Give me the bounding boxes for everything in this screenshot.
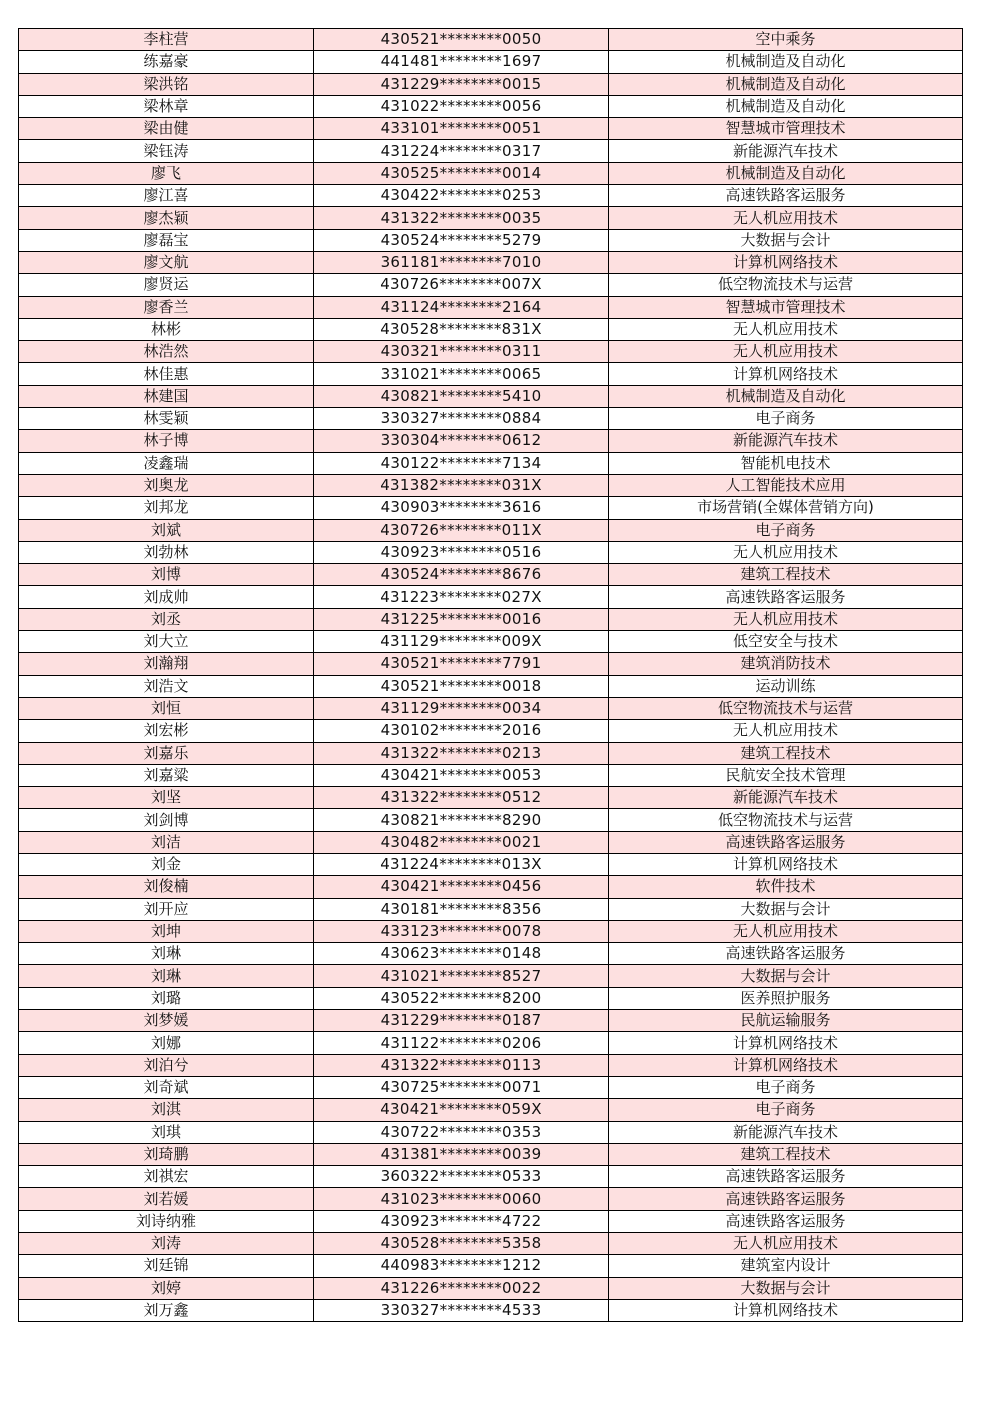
major-cell: 人工智能技术应用: [609, 474, 963, 496]
major-cell: 无人机应用技术: [609, 341, 963, 363]
name-cell: 刘坤: [19, 920, 314, 942]
table-row: [19, 1010, 963, 1032]
id-number-cell: 430521********7791: [314, 653, 609, 675]
id-number-cell: 430524********8676: [314, 564, 609, 586]
major-cell: 大数据与会计: [609, 965, 963, 987]
id-number-cell: 430421********0456: [314, 876, 609, 898]
name-cell: 林佳惠: [19, 363, 314, 385]
id-number-cell: 431022********0056: [314, 95, 609, 117]
name-cell: 梁钰涛: [19, 140, 314, 162]
major-cell: 低空物流技术与运营: [609, 697, 963, 719]
id-number-cell: 430528********5358: [314, 1233, 609, 1255]
major-cell: 民航安全技术管理: [609, 764, 963, 786]
table-row: [19, 207, 963, 229]
table-row: [19, 653, 963, 675]
id-number-cell: 431129********0034: [314, 697, 609, 719]
name-cell: 刘淇: [19, 1099, 314, 1121]
id-number-cell: 431226********0022: [314, 1277, 609, 1299]
table-row: [19, 452, 963, 474]
table-row: [19, 385, 963, 407]
name-cell: 刘瀚翔: [19, 653, 314, 675]
name-cell: 刘俊楠: [19, 876, 314, 898]
name-cell: 刘恒: [19, 697, 314, 719]
table-row: [19, 898, 963, 920]
name-cell: 刘剑博: [19, 809, 314, 831]
table-row: [19, 95, 963, 117]
id-number-cell: 430722********0353: [314, 1121, 609, 1143]
table-row: [19, 541, 963, 563]
table-row: [19, 1233, 963, 1255]
major-cell: 计算机网络技术: [609, 1054, 963, 1076]
id-number-cell: 431322********0113: [314, 1054, 609, 1076]
name-cell: 刘嘉粱: [19, 764, 314, 786]
major-cell: 无人机应用技术: [609, 608, 963, 630]
id-number-cell: 431023********0060: [314, 1188, 609, 1210]
name-cell: 刘浩文: [19, 675, 314, 697]
name-cell: 梁林章: [19, 95, 314, 117]
table-row: [19, 876, 963, 898]
id-number-cell: 361181********7010: [314, 251, 609, 273]
id-number-cell: 431229********0015: [314, 73, 609, 95]
table-row: [19, 675, 963, 697]
major-cell: 智慧城市管理技术: [609, 296, 963, 318]
major-cell: 机械制造及自动化: [609, 162, 963, 184]
major-cell: 无人机应用技术: [609, 541, 963, 563]
major-cell: 无人机应用技术: [609, 720, 963, 742]
major-cell: 建筑室内设计: [609, 1255, 963, 1277]
major-cell: 智慧城市管理技术: [609, 118, 963, 140]
name-cell: 刘金: [19, 853, 314, 875]
major-cell: 建筑工程技术: [609, 742, 963, 764]
major-cell: 运动训练: [609, 675, 963, 697]
id-number-cell: 331021********0065: [314, 363, 609, 385]
name-cell: 刘奥龙: [19, 474, 314, 496]
table-row: [19, 1210, 963, 1232]
id-number-cell: 430421********059X: [314, 1099, 609, 1121]
id-number-cell: 430623********0148: [314, 943, 609, 965]
table-row: [19, 318, 963, 340]
major-cell: 计算机网络技术: [609, 1032, 963, 1054]
table-row: [19, 697, 963, 719]
major-cell: 电子商务: [609, 519, 963, 541]
name-cell: 刘博: [19, 564, 314, 586]
name-cell: 林子博: [19, 430, 314, 452]
name-cell: 廖杰颖: [19, 207, 314, 229]
name-cell: 刘琳: [19, 965, 314, 987]
major-cell: 大数据与会计: [609, 229, 963, 251]
major-cell: 新能源汽车技术: [609, 430, 963, 452]
id-number-cell: 430903********3616: [314, 497, 609, 519]
table-body: [19, 29, 963, 1322]
id-number-cell: 430726********007X: [314, 274, 609, 296]
id-number-cell: 430821********5410: [314, 385, 609, 407]
table-row: [19, 140, 963, 162]
table-row: [19, 787, 963, 809]
name-cell: 刘大立: [19, 631, 314, 653]
id-number-cell: 440983********1212: [314, 1255, 609, 1277]
id-number-cell: 430102********2016: [314, 720, 609, 742]
table-row: [19, 1188, 963, 1210]
name-cell: 刘丞: [19, 608, 314, 630]
id-number-cell: 431382********031X: [314, 474, 609, 496]
id-number-cell: 430421********0053: [314, 764, 609, 786]
table-row: [19, 920, 963, 942]
name-cell: 刘斌: [19, 519, 314, 541]
name-cell: 刘成帅: [19, 586, 314, 608]
major-cell: 空中乘务: [609, 29, 963, 51]
major-cell: 建筑工程技术: [609, 1143, 963, 1165]
major-cell: 建筑工程技术: [609, 564, 963, 586]
table-row: [19, 586, 963, 608]
major-cell: 无人机应用技术: [609, 207, 963, 229]
major-cell: 新能源汽车技术: [609, 787, 963, 809]
name-cell: 刘奇斌: [19, 1076, 314, 1098]
major-cell: 低空物流技术与运营: [609, 274, 963, 296]
id-number-cell: 431021********8527: [314, 965, 609, 987]
major-cell: 新能源汽车技术: [609, 1121, 963, 1143]
name-cell: 廖贤运: [19, 274, 314, 296]
name-cell: 刘若媛: [19, 1188, 314, 1210]
major-cell: 计算机网络技术: [609, 363, 963, 385]
table-row: [19, 519, 963, 541]
table-row: [19, 29, 963, 51]
major-cell: 无人机应用技术: [609, 318, 963, 340]
table-row: [19, 987, 963, 1009]
id-number-cell: 430122********7134: [314, 452, 609, 474]
id-number-cell: 431322********0035: [314, 207, 609, 229]
table-row: [19, 831, 963, 853]
id-number-cell: 360322********0533: [314, 1166, 609, 1188]
major-cell: 电子商务: [609, 1076, 963, 1098]
name-cell: 廖文航: [19, 251, 314, 273]
id-number-cell: 431124********2164: [314, 296, 609, 318]
name-cell: 刘涛: [19, 1233, 314, 1255]
id-number-cell: 430422********0253: [314, 185, 609, 207]
table-row: [19, 51, 963, 73]
major-cell: 低空物流技术与运营: [609, 809, 963, 831]
name-cell: 刘洁: [19, 831, 314, 853]
name-cell: 练嘉豪: [19, 51, 314, 73]
id-number-cell: 433123********0078: [314, 920, 609, 942]
major-cell: 智能机电技术: [609, 452, 963, 474]
name-cell: 刘泊兮: [19, 1054, 314, 1076]
table-row: [19, 1054, 963, 1076]
name-cell: 刘祺宏: [19, 1166, 314, 1188]
major-cell: 计算机网络技术: [609, 251, 963, 273]
major-cell: 机械制造及自动化: [609, 73, 963, 95]
table-row: [19, 1032, 963, 1054]
name-cell: 刘嘉乐: [19, 742, 314, 764]
table-row: [19, 1076, 963, 1098]
id-number-cell: 430482********0021: [314, 831, 609, 853]
id-number-cell: 330304********0612: [314, 430, 609, 452]
table-row: [19, 943, 963, 965]
table-row: [19, 608, 963, 630]
major-cell: 电子商务: [609, 1099, 963, 1121]
id-number-cell: 430521********0050: [314, 29, 609, 51]
name-cell: 廖江喜: [19, 185, 314, 207]
table-row: [19, 1121, 963, 1143]
table-row: [19, 118, 963, 140]
major-cell: 计算机网络技术: [609, 853, 963, 875]
major-cell: 高速铁路客运服务: [609, 1166, 963, 1188]
name-cell: 刘娜: [19, 1032, 314, 1054]
id-number-cell: 430923********4722: [314, 1210, 609, 1232]
major-cell: 大数据与会计: [609, 898, 963, 920]
table-row: [19, 853, 963, 875]
id-number-cell: 431122********0206: [314, 1032, 609, 1054]
table-row: [19, 1255, 963, 1277]
name-cell: 凌鑫瑞: [19, 452, 314, 474]
major-cell: 高速铁路客运服务: [609, 1188, 963, 1210]
major-cell: 高速铁路客运服务: [609, 831, 963, 853]
major-cell: 市场营销(全媒体营销方向): [609, 497, 963, 519]
name-cell: 刘开应: [19, 898, 314, 920]
id-number-cell: 433101********0051: [314, 118, 609, 140]
id-number-cell: 431129********009X: [314, 631, 609, 653]
major-cell: 新能源汽车技术: [609, 140, 963, 162]
table-row: [19, 341, 963, 363]
table-row: [19, 564, 963, 586]
id-number-cell: 430181********8356: [314, 898, 609, 920]
table-row: [19, 162, 963, 184]
id-number-cell: 431322********0512: [314, 787, 609, 809]
major-cell: 无人机应用技术: [609, 1233, 963, 1255]
name-cell: 刘琦鹏: [19, 1143, 314, 1165]
table-row: [19, 720, 963, 742]
table-row: [19, 474, 963, 496]
major-cell: 医养照护服务: [609, 987, 963, 1009]
id-number-cell: 430524********5279: [314, 229, 609, 251]
id-number-cell: 330327********4533: [314, 1299, 609, 1321]
id-number-cell: 430321********0311: [314, 341, 609, 363]
name-cell: 廖香兰: [19, 296, 314, 318]
table-row: [19, 363, 963, 385]
table-row: [19, 631, 963, 653]
name-cell: 刘宏彬: [19, 720, 314, 742]
major-cell: 机械制造及自动化: [609, 95, 963, 117]
name-cell: 刘诗纳雅: [19, 1210, 314, 1232]
name-cell: 廖磊宝: [19, 229, 314, 251]
major-cell: 民航运输服务: [609, 1010, 963, 1032]
name-cell: 刘琪: [19, 1121, 314, 1143]
table-row: [19, 764, 963, 786]
major-cell: 大数据与会计: [609, 1277, 963, 1299]
major-cell: 无人机应用技术: [609, 920, 963, 942]
major-cell: 低空安全与技术: [609, 631, 963, 653]
major-cell: 建筑消防技术: [609, 653, 963, 675]
id-number-cell: 431224********0317: [314, 140, 609, 162]
table-row: [19, 1143, 963, 1165]
id-number-cell: 430725********0071: [314, 1076, 609, 1098]
table-row: [19, 296, 963, 318]
id-number-cell: 430522********8200: [314, 987, 609, 1009]
name-cell: 梁洪铭: [19, 73, 314, 95]
id-number-cell: 431229********0187: [314, 1010, 609, 1032]
name-cell: 梁由健: [19, 118, 314, 140]
major-cell: 机械制造及自动化: [609, 51, 963, 73]
id-number-cell: 441481********1697: [314, 51, 609, 73]
major-cell: 软件技术: [609, 876, 963, 898]
name-cell: 刘廷锦: [19, 1255, 314, 1277]
id-number-cell: 430528********831X: [314, 318, 609, 340]
table-row: [19, 497, 963, 519]
name-cell: 刘璐: [19, 987, 314, 1009]
name-cell: 刘坚: [19, 787, 314, 809]
table-row: [19, 73, 963, 95]
id-number-cell: 430923********0516: [314, 541, 609, 563]
id-number-cell: 431223********027X: [314, 586, 609, 608]
name-cell: 刘琳: [19, 943, 314, 965]
table-row: [19, 185, 963, 207]
id-number-cell: 430821********8290: [314, 809, 609, 831]
name-cell: 李柱营: [19, 29, 314, 51]
name-cell: 刘梦媛: [19, 1010, 314, 1032]
id-number-cell: 430525********0014: [314, 162, 609, 184]
id-number-cell: 430521********0018: [314, 675, 609, 697]
major-cell: 电子商务: [609, 408, 963, 430]
name-cell: 廖飞: [19, 162, 314, 184]
table-row: [19, 1166, 963, 1188]
major-cell: 高速铁路客运服务: [609, 586, 963, 608]
name-cell: 林浩然: [19, 341, 314, 363]
id-number-cell: 431381********0039: [314, 1143, 609, 1165]
id-number-cell: 431225********0016: [314, 608, 609, 630]
major-cell: 计算机网络技术: [609, 1299, 963, 1321]
table-row: [19, 742, 963, 764]
name-cell: 林彬: [19, 318, 314, 340]
id-number-cell: 430726********011X: [314, 519, 609, 541]
table-row: [19, 229, 963, 251]
table-row: [19, 1299, 963, 1321]
table-row: [19, 965, 963, 987]
major-cell: 高速铁路客运服务: [609, 943, 963, 965]
id-number-cell: 431322********0213: [314, 742, 609, 764]
name-cell: 林建国: [19, 385, 314, 407]
major-cell: 高速铁路客运服务: [609, 1210, 963, 1232]
table-row: [19, 274, 963, 296]
major-cell: 机械制造及自动化: [609, 385, 963, 407]
table-row: [19, 251, 963, 273]
table-row: [19, 430, 963, 452]
name-cell: 林雯颖: [19, 408, 314, 430]
name-cell: 刘万鑫: [19, 1299, 314, 1321]
table-row: [19, 1277, 963, 1299]
major-cell: 高速铁路客运服务: [609, 185, 963, 207]
name-cell: 刘婷: [19, 1277, 314, 1299]
id-number-cell: 330327********0884: [314, 408, 609, 430]
table-row: [19, 809, 963, 831]
table-row: [19, 1099, 963, 1121]
table-row: [19, 408, 963, 430]
name-cell: 刘邦龙: [19, 497, 314, 519]
id-number-cell: 431224********013X: [314, 853, 609, 875]
name-cell: 刘勃林: [19, 541, 314, 563]
student-list-table: [18, 28, 963, 1322]
